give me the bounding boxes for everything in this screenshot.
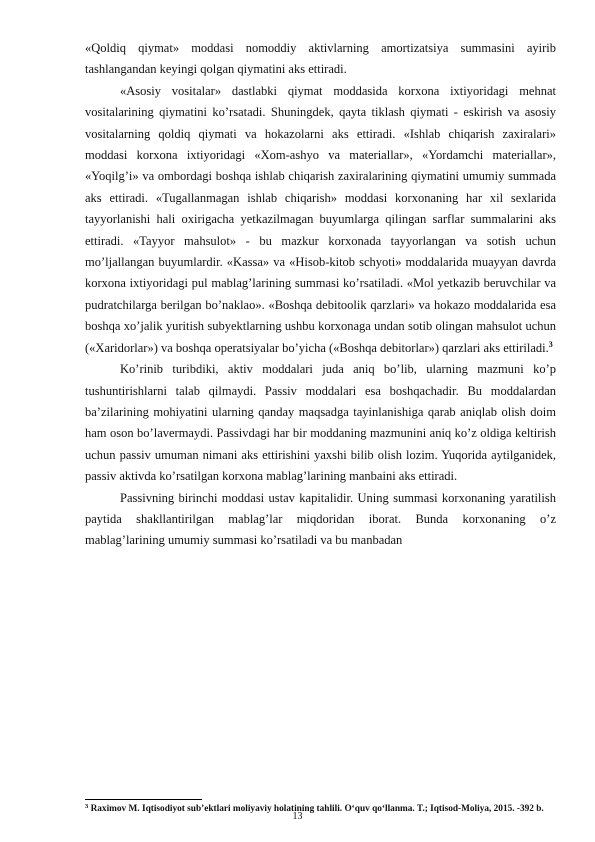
document-body <box>85 38 556 552</box>
paragraph-1: «Qoldiq qiymat» moddasi nomoddiy aktivlarning amortizatsiya summasini ayirib tashlangandan keyingi qolgan qiymatini aks ettiradi. <box>85 41 556 77</box>
footnote-separator <box>85 799 202 800</box>
paragraph-2-text: «Asosiy vositalar» dastlabki qiymat moddasida korxona ixtiyoridagi mehnat vositalarining qiymatini ko’rsatadi. Shuningdek, qayta tiklash qiymati - eskirish va asosiy vositalarning qoldiq qiymati va hokazolarni aks ettiradi. «Ishlab chiqarish zaxiralari» moddasi korxona ixtiyoridagi «Xom-ashyo va materiallar», «Yordamchi materiallar», «Yoqilg’i» va ombordagi boshqa ishlab chiqarish zaxiralarining qiymatini umumiy summada aks ettiradi. «Tugallanmagan ishlab chiqarish» moddasi korxonaning har xil sexlarida tayyorlanishi hali oxirigacha yetkazilmagan buyumlarga qilingan sarflar summalarini aks ettiradi. «Tayyor mahsulot» - bu mazkur korxonada tayyorlangan va sotish uchun mo’ljallangan buyumlardir. «Kassa» va «Hisob-kitob schyoti» moddalarida muayyan davrda korxona ixtiyoridagi pul mablag’larining summasi ko’rsatiladi. «Mol yetkazib beruvchilar va pudratchilarga berilgan bo’naklao». «Boshqa debitoolik qarzlari» va hokazo moddalarida esa boshqa xo’jalik yuritish subyektlarning ushbu korxonaga undan sotib olingan mahsulot uchun («Xaridorlar») va boshqa operatsiyalar bo’yicha («Boshqa debitorlar») qarzlari aks ettiriladi. <box>85 83 556 355</box>
page-number: 13 <box>292 811 303 822</box>
paragraph-2 <box>85 81 556 359</box>
paragraph-4: Passivning birinchi moddasi ustav kapitalidir. Uning summasi korxonaning yaratilish paytida shakllantirilgan mablag’lar miqdoridan iborat. Bunda korxonaning o’z mablag’larining umumiy summasi ko’rsatiladi va bu manbadan <box>85 490 556 548</box>
paragraph-3: Ko’rinib turibdiki, aktiv moddalari juda aniq bo’lib, ularning mazmuni ko’p tushuntirishlarni talab qilmaydi. Passiv moddalari esa boshqachadir. Bu moddalardan ba’zilarining mohiyatini ularning qanday maqsadga tayinlanishiga qarab aniqlab olish doim ham oson bo’lavermaydi. Passivdagi har bir moddaning mazmunini aniq ko’z oldiga keltirish uchun passiv umuman nimani aks ettirishini yaxshi bilib olish lozim. Yuqorida aytilganidek, passiv aktivda ko’rsatilgan korxona mablag’larining manbaini aks ettiradi. <box>85 362 556 484</box>
footnote-number: 3 <box>85 803 89 810</box>
footnote-reference: 3 <box>548 339 553 349</box>
footnote-text: Raximov M. Iqtisodiyot sub’ektlari moliyaviy holatining tahlili. O‘quv qo‘llanma. T.; Iqtisod-Moliya, 2015. -392 b. <box>88 804 544 814</box>
